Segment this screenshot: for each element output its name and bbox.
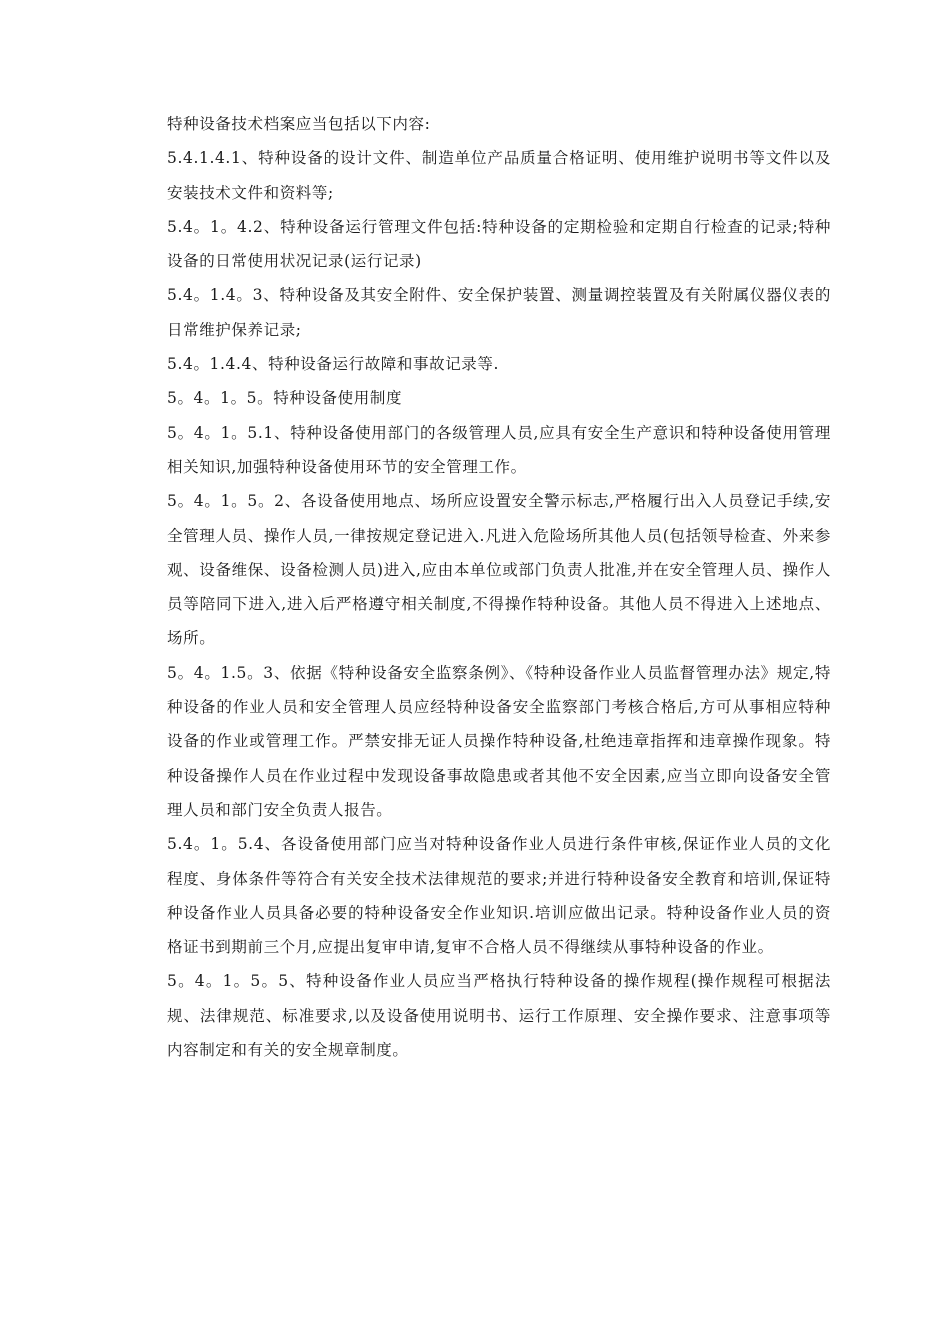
- paragraph-5-4-1-4-1: 5.4.1.4.1、特种设备的设计文件、制造单位产品质量合格证明、使用维护说明书等文件以及安装技术文件和资料等;: [167, 149, 831, 202]
- paragraph-5-4-1-5-3: 5。4。1.5。3、依据《特种设备安全监察条例》、《特种设备作业人员监督管理办法》规定,特种设备的作业人员和安全管理人员应经特种设备安全监察部门考核合格后,方可从事相应特种设备的作业或管理工作。严禁安排无证人员操作特种设备,杜绝违章指挥和违章操作现象。特种设备操作人员在作业过程中发现设备事故隐患或者其他不安全因素,应当立即向设备安全管理人员和部门安全负责人报告。: [167, 663, 831, 819]
- paragraph-5-4-1-5-2: 5。4。1。5。2、各设备使用地点、场所应设置安全警示标志,严格履行出入人员登记手续,安全管理人员、操作人员,一律按规定登记进入.凡进入危险场所其他人员(包括领导检查、外来参观、设备维保、设备检测人员)进入,应由本单位或部门负责人批准,并在安全管理人员、操作人员等陪同下进入,进入后严格遵守相关制度,不得操作特种设备。其他人员不得进入上述地点、场所。: [167, 492, 831, 648]
- paragraph-archive-intro: 特种设备技术档案应当包括以下内容:: [167, 115, 431, 133]
- paragraph-5-4-1-5-4: 5.4。1。5.4、各设备使用部门应当对特种设备作业人员进行条件审核,保证作业人员的文化程度、身体条件等符合有关安全技术法律规范的要求;并进行特种设备安全教育和培训,保证特种设备作业人员具备必要的特种设备安全作业知识.培训应做出记录。特种设备作业人员的资格证书到期前三个月,应提出复审申请,复审不合格人员不得继续从事特种设备的作业。: [167, 835, 831, 957]
- paragraph-5-4-1-5-5: 5。4。1。5。5、特种设备作业人员应当严格执行特种设备的操作规程(操作规程可根据法规、法律规范、标准要求,以及设备使用说明书、运行工作原理、安全操作要求、注意事项等内容制定和有关的安全规章制度。: [167, 972, 831, 1060]
- paragraph-5-4-1-4-2: 5.4。1。4.2、特种设备运行管理文件包括:特种设备的定期检验和定期自行检查的记录;特种设备的日常使用状况记录(运行记录): [167, 217, 831, 271]
- paragraph-5-4-1-4-3: 5.4。1.4。3、特种设备及其安全附件、安全保护装置、测量调控装置及有关附属仪器仪表的日常维护保养记录;: [167, 286, 831, 339]
- section-heading-5-4-1-5: 5。4。1。5。特种设备使用制度: [167, 389, 403, 408]
- paragraph-5-4-1-5-1: 5。4。1。5.1、特种设备使用部门的各级管理人员,应具有安全生产意识和特种设备使用管理相关知识,加强特种设备使用环节的安全管理工作。: [167, 423, 831, 476]
- paragraph-5-4-1-4-4: 5.4。1.4.4、特种设备运行故障和事故记录等.: [167, 355, 500, 374]
- document-page: [167, 107, 831, 1067]
